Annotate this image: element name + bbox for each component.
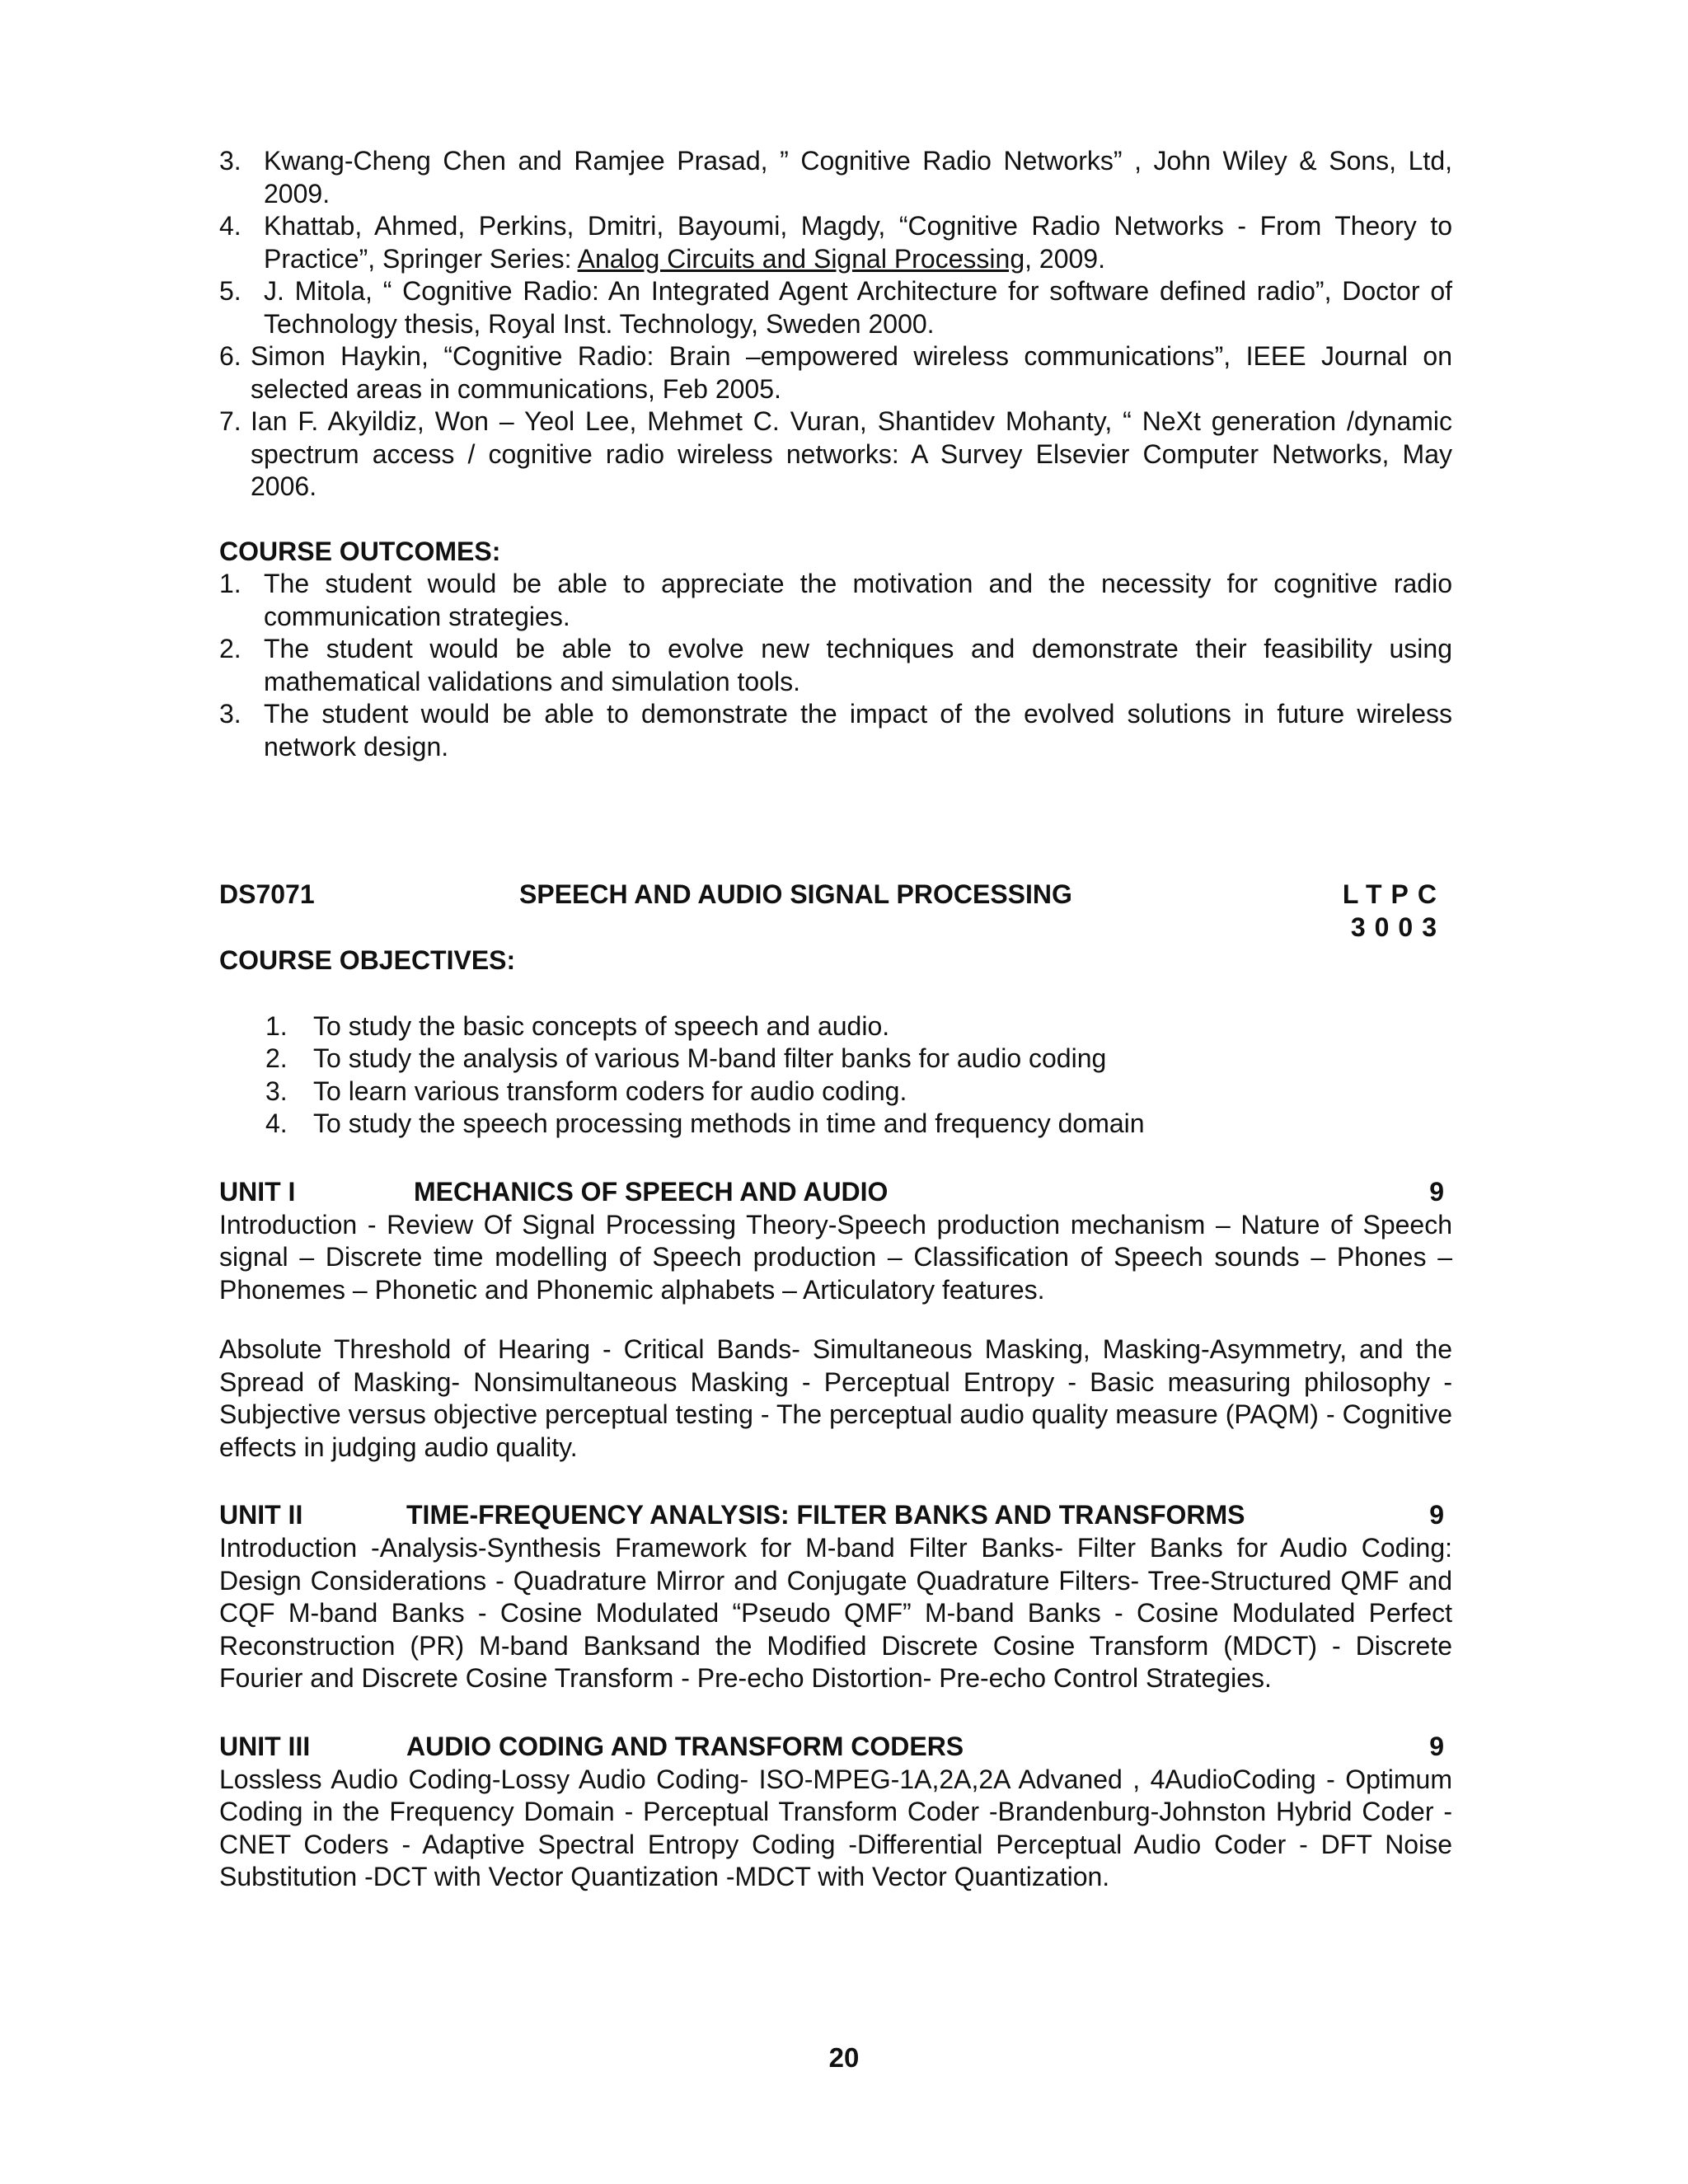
reference-item [219,340,1452,405]
outcome-number: 3. [219,699,241,729]
course-outcomes-heading: COURSE OUTCOMES: [219,536,501,566]
objective-text: To study the speech processing methods in time and frequency domain [313,1108,1145,1138]
reference-item [219,145,1452,210]
outcome-item [219,633,1452,698]
outcome-text: The student would be able to appreciate the motivation and the necessity for cognitive radio communication strategies. [264,569,1452,631]
ltpc-values-row [219,912,1452,944]
unit-description: Lossless Audio Coding-Lossy Audio Coding- ISO-MPEG-1A,2A,2A Advaned , 4AudioCoding - Optimum Coding in the Frequency Domain - Perceptual Transform Coder -Brandenburg-Johnston Hybrid Coder - CNET Coders - Adaptive Spectral Entropy Coding -Differential Perceptual Audio Coder - DFT Noise Substitution -DCT with Vector Quantization -MDCT with Vector Quantization. [219,1764,1452,1891]
unit-label: UNIT II [219,1500,303,1530]
reference-item [219,275,1452,340]
unit-hours: 9 [1429,1500,1444,1530]
outcome-item [219,698,1452,763]
objective-item [219,1043,1452,1076]
objective-text: To learn various transform coders for audio coding. [313,1076,907,1106]
unit-title: TIME-FREQUENCY ANALYSIS: FILTER BANKS AND TRANSFORMS [406,1500,1245,1530]
course-code: DS7071 [219,879,315,909]
unit-hours: 9 [1429,1176,1444,1207]
reference-number: 7. [219,406,241,436]
ltpc-label: LTPC [1342,879,1446,909]
objective-number: 1. [265,1010,288,1041]
reference-text-end: , 2009. [1025,243,1105,274]
outcome-item [219,568,1452,633]
unit-title: AUDIO CODING AND TRANSFORM CODERS [406,1731,964,1761]
reference-item [219,405,1452,504]
unit-label: UNIT III [219,1731,311,1761]
unit-description: Introduction -Analysis-Synthesis Framework for M-band Filter Banks- Filter Banks for Audio Coding: Design Considerations - Quadrature Mirror and Conjugate Quadrature Filters- Tree-Structured QMF and CQF M-band Banks - Cosine Modulated “Pseudo QMF” M-band Banks - Cosine Modulated Perfect Reconstruction (PR) M-band Banksand the Modified Discrete Cosine Transform (MDCT) - Discrete Fourier and Discrete Cosine Transform - Pre-echo Distortion- Pre-echo Control Strategies. [219,1533,1452,1693]
reference-text: Kwang-Cheng Chen and Ramjee Prasad, ” Cognitive Radio Networks” , John Wiley & Sons, Ltd, 2009. [264,146,1452,209]
reference-text: Ian F. Akyildiz, Won – Yeol Lee, Mehmet C. Vuran, Shantidev Mohanty, “ NeXt generation /dynamic spectrum access / cognitive radio wireless networks: A Survey Elsevier Computer Networks, May 2006. [251,406,1452,501]
reference-series-link: Analog Circuits and Signal Processing [577,243,1025,274]
reference-number: 4. [219,211,241,241]
course-title: SPEECH AND AUDIO SIGNAL PROCESSING [519,879,1072,909]
course-header [219,879,1452,912]
unit-title: MECHANICS OF SPEECH AND AUDIO [414,1176,889,1207]
outcome-text: The student would be able to evolve new techniques and demonstrate their feasibility using mathematical validations and simulation tools. [264,634,1452,696]
outcome-number: 1. [219,569,241,598]
reference-text: Simon Haykin, “Cognitive Radio: Brain –empowered wireless communications”, IEEE Journal on selected areas in communications, Feb 2005. [251,341,1452,404]
course-objectives-heading: COURSE OBJECTIVES: [219,945,516,975]
objectives-list [219,1010,1452,1141]
reference-item [219,210,1452,275]
unit-heading [219,1499,1452,1532]
outcome-number: 2. [219,634,241,663]
objective-number: 3. [265,1076,288,1106]
outcome-text: The student would be able to demonstrate the impact of the evolved solutions in future wireless network design. [264,699,1452,762]
reference-number: 3. [219,146,241,176]
unit-hours: 9 [1429,1731,1444,1761]
objective-item [219,1108,1452,1141]
objective-item [219,1076,1452,1108]
reference-text: J. Mitola, “ Cognitive Radio: An Integrated Agent Architecture for software defined radio”, Doctor of Technology thesis, Royal Inst. Technology, Sweden 2000. [264,276,1452,339]
objective-text: To study the basic concepts of speech and audio. [313,1010,890,1041]
unit-description: Introduction - Review Of Signal Processing Theory-Speech production mechanism – Nature of Speech signal – Discrete time modelling of Speech production – Classification of Speech sounds – Phones – Phonemes – Phonetic and Phonemic alphabets – Articulatory features. [219,1209,1452,1305]
unit-heading [219,1176,1452,1209]
reference-text: Khattab, Ahmed, Perkins, Dmitri, Bayoumi, Magdy, “Cognitive Radio Networks - From Theory to Practice”, Springer Series: [264,211,1452,274]
reference-number: 6. [219,341,241,371]
objective-number: 4. [265,1108,288,1138]
ltpc-values: 3003 [1350,912,1446,942]
objective-item [219,1010,1452,1043]
objective-number: 2. [265,1043,288,1073]
unit-description: Absolute Threshold of Hearing - Critical Bands- Simultaneous Masking, Masking-Asymmetry, and the Spread of Masking- Nonsimultaneous Masking - Perceptual Entropy - Basic measuring philosophy -Subjective versus objective perceptual testing - The perceptual audio quality measure (PAQM) - Cognitive effects in judging audio quality. [219,1334,1452,1462]
objective-text: To study the analysis of various M-band filter banks for audio coding [313,1043,1107,1073]
document-page [219,145,1452,1894]
page-number: 20 [828,2042,860,2073]
unit-heading [219,1731,1452,1764]
unit-label: UNIT I [219,1176,296,1207]
reference-number: 5. [219,276,241,306]
